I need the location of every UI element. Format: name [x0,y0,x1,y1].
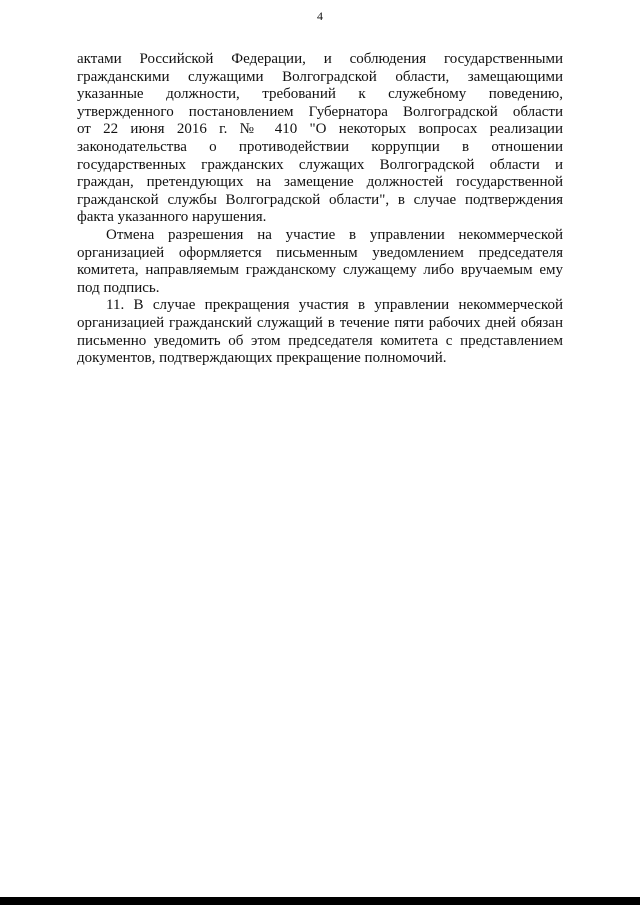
paragraph-item-11 [77,297,563,367]
text-line: Отмена разрешения на участие в управлении некоммерческой [106,226,563,243]
page-number: 4 [317,9,323,23]
document-body [77,51,563,368]
text-line: факта указанного нарушения. [77,209,267,226]
text-line: комитета, направляемым гражданскому служащему либо вручаемым ему [77,262,563,279]
text-line: актами Российской Федерации, и соблюдения государственными [77,51,563,67]
scan-bottom-edge [0,897,640,905]
text-line: организацией гражданский служащий в течение пяти рабочих дней обязан [77,314,563,331]
text-line: граждан, претендующих на замещение должностей государственной [77,174,563,191]
text-line: утвержденного постановлением Губернатора Волгоградской области [77,103,563,120]
text-line: документов, подтверждающих прекращение полномочий. [77,350,447,367]
text-line: под подпись. [77,279,160,296]
text-line: указанные должности, требований к служебному поведению, [77,86,563,103]
paragraph-revocation [77,227,563,297]
text-line: гражданской службы Волгоградской области", в случае подтверждения [77,191,563,208]
text-line: письменно уведомить об этом председателя комитета с представлением [77,332,563,349]
text-line: организацией оформляется письменным уведомлением председателя [77,244,563,261]
text-line: 11. В случае прекращения участия в управлении некоммерческой [106,297,563,314]
text-line: государственных гражданских служащих Волгоградской области и [77,156,563,173]
text-line: законодательства о противодействии коррупции в отношении [77,138,563,155]
text-line: гражданскими служащими Волгоградской области, замещающими [77,68,563,85]
text-line: от 22 июня 2016 г. № 410 "О некоторых вопросах реализации [77,121,563,138]
paragraph-continuation [77,51,563,227]
